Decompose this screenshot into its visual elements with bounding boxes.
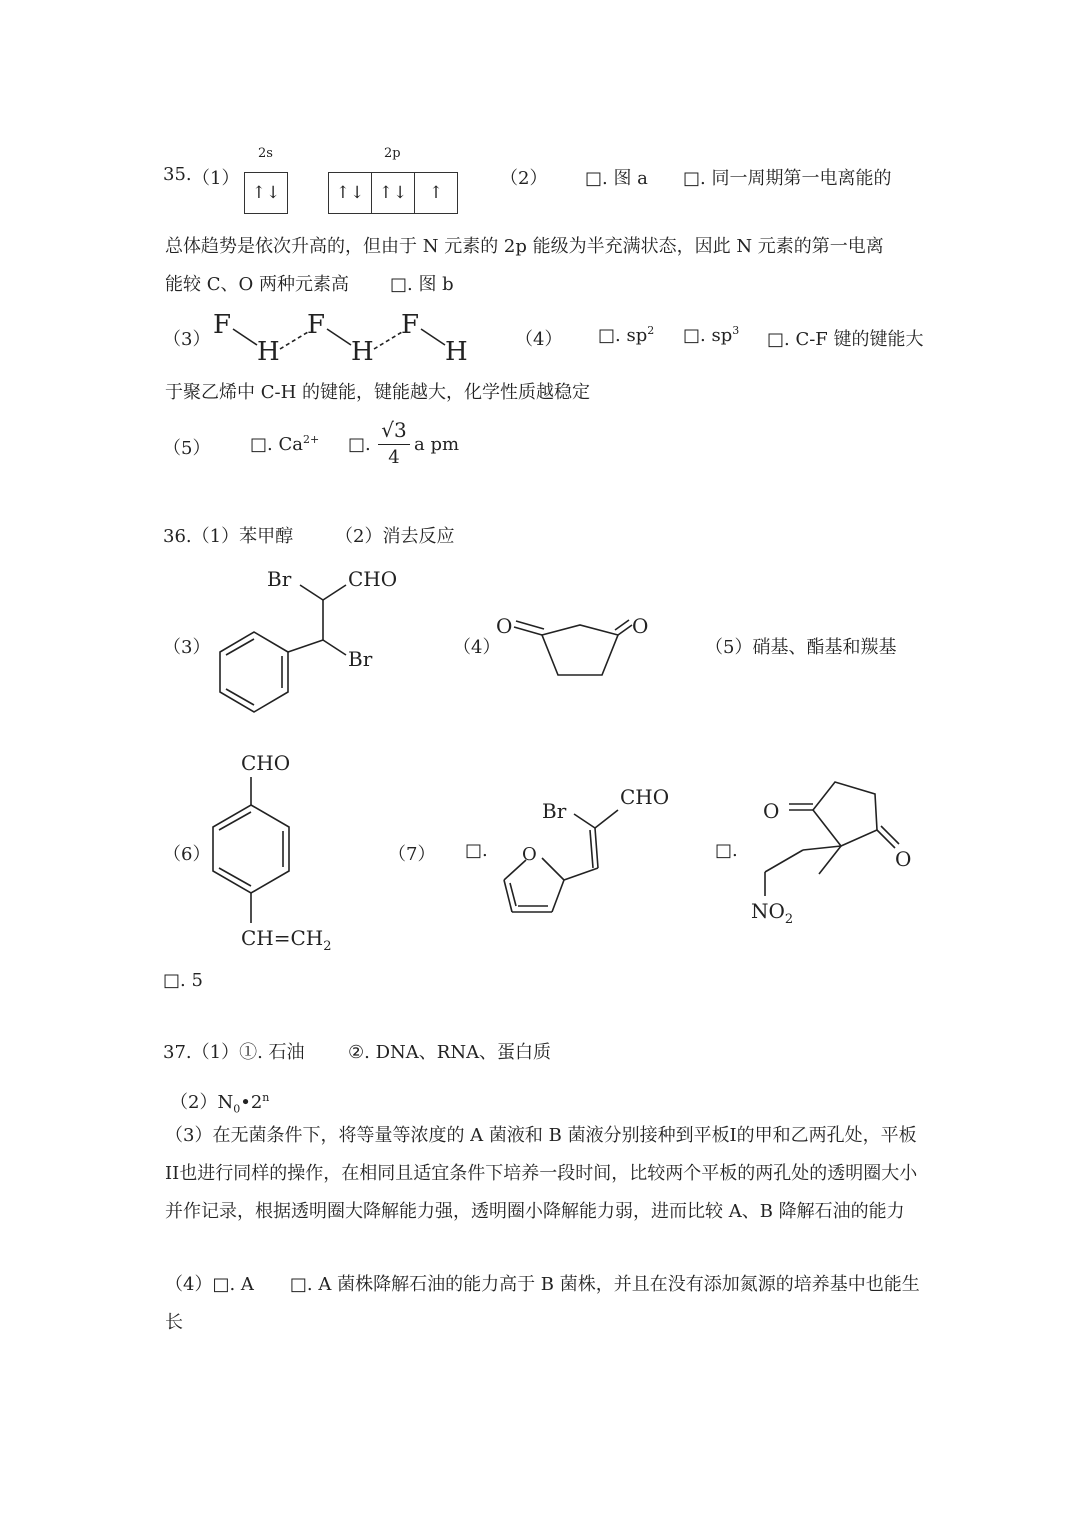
atom-O: O bbox=[895, 847, 912, 871]
fraction bbox=[378, 418, 410, 468]
atom-F: F bbox=[213, 310, 232, 340]
q35-part4-c: □. C-F 键的键能大 bbox=[767, 329, 924, 350]
q35-fraction-unit: a pm bbox=[414, 434, 460, 455]
bonds bbox=[514, 620, 632, 675]
q35-part2-a: □. 图 a bbox=[585, 168, 648, 189]
group-CHO: CHO bbox=[241, 751, 291, 775]
q36-line1: 36.（1）苯甲醇 bbox=[163, 526, 294, 547]
q35-part4-b bbox=[683, 325, 739, 346]
atom-O: O bbox=[522, 844, 537, 865]
sp3-text: □. sp bbox=[683, 325, 733, 346]
orbital-cell: ↑ bbox=[428, 183, 444, 203]
q37-part2-mid: •2 bbox=[240, 1092, 263, 1113]
atom-Br: Br bbox=[267, 567, 292, 591]
q36-part4-label: （4） bbox=[453, 637, 501, 658]
q36-part3-label: （3） bbox=[163, 637, 211, 658]
atom-Br: Br bbox=[542, 799, 567, 823]
hf-hydrogen-bond-diagram bbox=[205, 305, 485, 370]
q36-part7-b: □. bbox=[715, 840, 738, 861]
ca-text: □. Ca bbox=[250, 434, 303, 455]
orbital-2s-label: 2s bbox=[258, 146, 273, 161]
bonds bbox=[213, 777, 289, 923]
q36-part7-label: （7） bbox=[388, 844, 436, 865]
structure-furyl-bromoacrolein bbox=[490, 780, 680, 925]
q37-part4: （4）□. A □. A 菌株降解石油的能力高于 B 菌株，并且在没有添加氮源的培养基中也能生长 bbox=[165, 1274, 920, 1333]
q35-part2-label: （2） bbox=[500, 168, 548, 189]
bonds bbox=[765, 782, 899, 896]
atom-H: H bbox=[445, 337, 468, 367]
atom-Br: Br bbox=[348, 647, 373, 671]
q37-part2-text: （2）N bbox=[170, 1092, 234, 1113]
orbital-box-2s bbox=[244, 172, 288, 214]
orbital-cell: ↑↓ bbox=[329, 173, 372, 213]
q35-text-line5: 于聚乙烯中 C-H 的键能，键能越大，化学性质越稳定 bbox=[165, 382, 590, 403]
q35-part5-label: （5） bbox=[163, 438, 211, 459]
q37-part3: （3）在无菌条件下，将等量等浓度的 A 菌液和 B 菌液分别接种到平板I的甲和乙两孔处，平板II也进行同样的操作，在相同且适宜条件下培养一段时间，比较两个平板的两孔处的透明圈大小并作记录，根据透明圈大降解能力强，透明圈小降解能力弱，进而比较 A、B 降解石油的能力 bbox=[165, 1125, 918, 1222]
h-f-bond bbox=[233, 329, 257, 345]
bonds bbox=[220, 585, 346, 712]
ca-superscript: 2+ bbox=[302, 433, 320, 446]
q35-part4-label: （4） bbox=[515, 329, 563, 350]
atom-O: O bbox=[632, 614, 649, 638]
orbital-2p-label: 2p bbox=[384, 146, 401, 161]
group-CHO: CHO bbox=[348, 567, 398, 591]
atom-F: F bbox=[307, 310, 326, 340]
q35-text-line3b: □. 图 b bbox=[390, 274, 454, 295]
q37-superscript: n bbox=[262, 1091, 270, 1104]
structure-nitro-cyclopentanedione bbox=[745, 770, 935, 930]
q36-part6-label: （6） bbox=[163, 844, 211, 865]
q36-part5: （5）硝基、酯基和羰基 bbox=[705, 637, 897, 658]
q37-part2 bbox=[170, 1088, 269, 1114]
q37-line1b: ②. DNA、RNA、蛋白质 bbox=[348, 1042, 552, 1063]
group-nitro: $NO_2$ bbox=[751, 899, 794, 927]
fraction-denominator: 4 bbox=[388, 447, 400, 468]
orbital-cell: ↑↓ bbox=[372, 173, 415, 213]
sp3-superscript: 3 bbox=[732, 324, 740, 337]
sp2-superscript: 2 bbox=[647, 324, 655, 337]
q37-line1: 37.（1）①. 石油 bbox=[163, 1042, 305, 1063]
structure-dibromo-aldehyde bbox=[210, 560, 420, 725]
h-f-bond bbox=[421, 329, 445, 345]
atom-H: H bbox=[257, 337, 280, 367]
hydrogen-bond bbox=[280, 332, 308, 349]
sp2-text: □. sp bbox=[598, 325, 648, 346]
orbital-cell: ↑↓ bbox=[251, 183, 281, 203]
q35-part5-a bbox=[250, 434, 319, 455]
fraction-bar bbox=[378, 444, 410, 445]
atom-H: H bbox=[351, 337, 374, 367]
atom-O: O bbox=[763, 799, 780, 823]
q35-part2-b: □. 同一周期第一电离能的 bbox=[683, 168, 892, 189]
q35-number: 35. bbox=[163, 164, 192, 185]
atom-F: F bbox=[401, 310, 420, 340]
q35-part3-label: （3） bbox=[163, 329, 211, 350]
fraction-numerator: √3 bbox=[381, 418, 407, 442]
structure-vinylbenzaldehyde bbox=[205, 745, 355, 960]
q36-part8: □. 5 bbox=[163, 970, 203, 991]
q35-part1-label: （1） bbox=[192, 168, 240, 189]
q36-line1b: （2）消去反应 bbox=[335, 526, 455, 547]
structure-cyclopentanedione bbox=[490, 605, 660, 685]
q35-text-line3a: 能较 C、O 两种元素高 bbox=[165, 274, 349, 295]
q35-text-line2: 总体趋势是依次升高的，但由于 N 元素的 2p 能级为半充满状态，因此 N 元素的第一电离 bbox=[165, 236, 884, 257]
hydrogen-bond bbox=[374, 332, 402, 349]
q35-part5-b: □. bbox=[348, 434, 371, 455]
atom-O: O bbox=[496, 614, 513, 638]
q37-subscript: 0 bbox=[233, 1102, 241, 1116]
orbital-box-2p bbox=[328, 172, 458, 214]
group-CHO: CHO bbox=[620, 785, 670, 809]
group-vinyl: $CH=CH_2$ bbox=[241, 926, 332, 954]
q35-part4-a bbox=[598, 325, 654, 346]
h-f-bond bbox=[327, 329, 351, 345]
q36-part7-a: □. bbox=[465, 840, 488, 861]
